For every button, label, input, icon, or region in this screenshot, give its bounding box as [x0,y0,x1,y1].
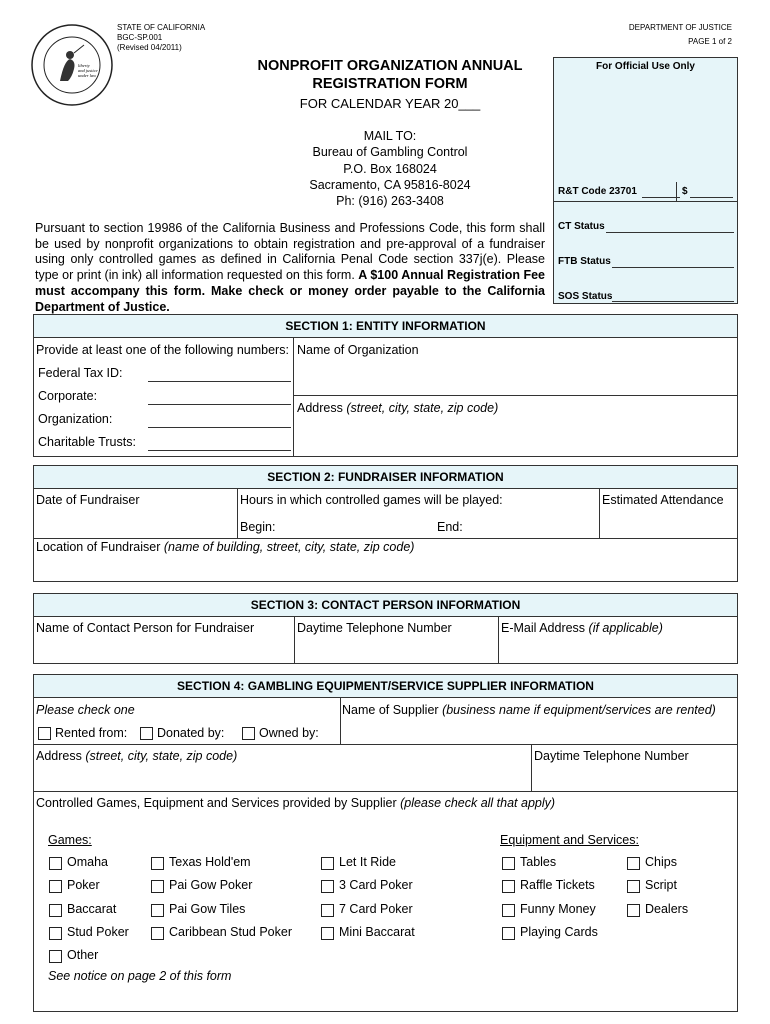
state-label: STATE OF CALIFORNIA [117,23,206,32]
mail-heading: MAIL TO: [363,129,417,143]
contact-phone-label[interactable]: Daytime Telephone Number [297,621,452,635]
mail-to-block [230,128,550,209]
controlled-hint: (please check all that apply) [400,796,556,810]
org-name-label[interactable]: Name of Organization [297,343,419,357]
notice-label [48,969,231,984]
email-text: E-Mail Address [501,621,586,635]
section2 [33,465,738,582]
checkbox-tables[interactable] [502,857,515,870]
page-number: PAGE 1 of 2 [688,37,732,46]
option-label-let-it-ride: Let It Ride [339,855,396,869]
checkbox-omaha[interactable] [49,857,62,870]
revised-date: (Revised 04/2011) [117,43,182,52]
check-one-text: Please check one [36,703,135,717]
rented-label: Rented from: [55,726,128,740]
checkbox-baccarat[interactable] [49,904,62,917]
section3 [33,593,738,664]
controlled-games-label [36,796,555,811]
checkbox-let-it-ride[interactable] [321,857,334,870]
section3-heading: SECTION 3: CONTACT PERSON INFORMATION [34,594,737,617]
state-seal [30,23,114,107]
option-label-mini-baccarat: Mini Baccarat [339,924,415,939]
contact-email-label[interactable] [501,621,663,636]
checkbox-poker[interactable] [49,880,62,893]
federal-tax-label: Federal Tax ID: [38,366,123,380]
ct-status-label: CT Status [558,221,605,232]
mail-line1: Bureau of Gambling Control [312,145,468,160]
rt-code-label: R&T Code 23701 [558,186,637,197]
dollar-label: $ [682,186,688,197]
option-label-raffle-tickets: Raffle Tickets [520,878,595,893]
supplier-address-text: Address [36,749,82,763]
form-id: BGC-SP.001 [117,33,163,42]
option-label-funny-money: Funny Money [520,901,596,916]
checkbox-3-card-poker[interactable] [321,880,334,893]
title-line1: NONPROFIT ORGANIZATION ANNUAL [257,58,523,74]
section4 [33,674,738,1012]
option-label-texas-hold-em: Texas Hold'em [169,855,251,869]
organization-input[interactable] [148,427,291,428]
form-title [230,57,550,93]
contact-name-label[interactable]: Name of Contact Person for Fundraiser [36,621,255,635]
calendar-year: FOR CALENDAR YEAR 20___ [299,96,481,111]
intro-bold: A $100 Annual Registration Fee must accompany this form. Make check or money order payable to the California Department of Justice. [35,268,546,314]
mail-line2: P.O. Box 168024 [343,161,437,176]
option-label-poker: Poker [67,878,100,893]
option-label-omaha: Omaha [67,855,108,869]
begin-label[interactable]: Begin: [240,520,276,534]
supplier-phone-label[interactable]: Daytime Telephone Number [534,749,689,763]
option-label-stud-poker: Stud Poker [67,924,129,939]
date-fundraiser-label[interactable]: Date of Fundraiser [36,493,140,507]
option-label-dealers: Dealers [645,901,689,916]
provide-numbers-label: Provide at least one of the following numbers: [36,343,289,357]
option-label-tables: Tables [520,855,557,869]
supplier-name-label[interactable] [342,703,716,718]
option-label-caribbean-stud-poker: Caribbean Stud Poker [169,924,292,939]
donated-checkbox[interactable] [140,727,153,740]
option-label-other: Other [67,948,99,963]
location-label[interactable] [36,540,414,555]
svg-text:under law: under law [78,73,97,78]
section1 [33,314,738,457]
option-label-pai-gow-poker: Pai Gow Poker [169,878,253,893]
option-label-3-card-poker: 3 Card Poker [339,878,413,893]
checkbox-dealers[interactable] [627,904,640,917]
supplier-address-label[interactable] [36,749,237,764]
option-label-playing-cards: Playing Cards [520,924,598,939]
option-label-script: Script [645,878,677,893]
donated-label: Donated by: [157,726,225,740]
mail-phone: Ph: (916) 263-3408 [336,194,444,209]
section2-heading: SECTION 2: FUNDRAISER INFORMATION [34,466,737,489]
supplier-text: Name of Supplier [342,703,439,717]
supplier-hint: (business name if equipment/services are rented) [442,703,716,717]
option-label-pai-gow-tiles: Pai Gow Tiles [169,901,246,916]
section1-heading: SECTION 1: ENTITY INFORMATION [34,315,737,338]
intro-paragraph [35,221,545,315]
equipment-heading: Equipment and Services: [500,833,639,847]
checkbox-texas-hold-em[interactable] [151,857,164,870]
check-one-label [36,703,135,718]
org-address-label[interactable] [297,401,498,416]
org-address-hint: (street, city, state, zip code) [346,401,499,415]
location-hint: (name of building, street, city, state, zip code) [163,540,415,554]
mail-line3: Sacramento, CA 95816-8024 [309,177,471,192]
department-label: DEPARTMENT OF JUSTICE [628,23,732,32]
location-text: Location of Fundraiser [36,540,161,554]
svg-text:liberty: liberty [78,63,90,68]
charitable-trusts-label: Charitable Trusts: [38,435,136,449]
checkbox-chips[interactable] [627,857,640,870]
section4-heading: SECTION 4: GAMBLING EQUIPMENT/SERVICE SUPPLIER INFORMATION [34,675,737,698]
sos-status-label: SOS Status [558,291,613,302]
owned-checkbox[interactable] [242,727,255,740]
games-heading: Games: [48,833,92,847]
header-left [117,23,205,53]
attendance-label[interactable]: Estimated Attendance [602,493,724,507]
rented-checkbox[interactable] [38,727,51,740]
owned-label: Owned by: [259,726,319,740]
checkbox-7-card-poker[interactable] [321,904,334,917]
hours-label: Hours in which controlled games will be played: [240,493,503,507]
checkbox-pai-gow-poker[interactable] [151,880,164,893]
checkbox-funny-money[interactable] [502,904,515,917]
checkbox-pai-gow-tiles[interactable] [151,904,164,917]
federal-tax-input[interactable] [148,381,291,382]
title-line2: REGISTRATION FORM [312,76,468,92]
official-use-box [553,57,738,304]
end-label[interactable]: End: [437,520,463,534]
checkbox-script[interactable] [627,880,640,893]
corporate-input[interactable] [148,404,291,405]
official-heading: For Official Use Only [596,61,695,72]
ftb-status-label: FTB Status [558,256,611,267]
header-right [629,23,732,47]
option-label-baccarat: Baccarat [67,901,117,916]
option-label-chips: Chips [645,855,677,869]
email-hint: (if applicable) [588,621,663,635]
checkbox-stud-poker[interactable] [49,927,62,940]
organization-label: Organization: [38,412,113,426]
corporate-label: Corporate: [38,389,98,403]
notice-text: See notice on page 2 of this form [48,969,232,983]
option-label-7-card-poker: 7 Card Poker [339,901,413,916]
checkbox-mini-baccarat[interactable] [321,927,334,940]
supplier-address-hint: (street, city, state, zip code) [85,749,238,763]
checkbox-caribbean-stud-poker[interactable] [151,927,164,940]
intro-text: Pursuant to section 19986 of the California Business and Professions Code, this form shall be used by nonprofit organizations to obtain registration and pre-approval of a fundraiser using only controlled games as defined in California Penal Code section 337j(e). Please type or print (in ink) all information requested on this form. [35,221,545,283]
controlled-text: Controlled Games, Equipment and Services provided by Supplier [36,796,397,810]
checkbox-other[interactable] [49,950,62,963]
checkbox-playing-cards[interactable] [502,927,515,940]
svg-text:and justice: and justice [78,68,98,73]
checkbox-raffle-tickets[interactable] [502,880,515,893]
org-address-text: Address [297,401,343,415]
charitable-trusts-input[interactable] [148,450,291,451]
